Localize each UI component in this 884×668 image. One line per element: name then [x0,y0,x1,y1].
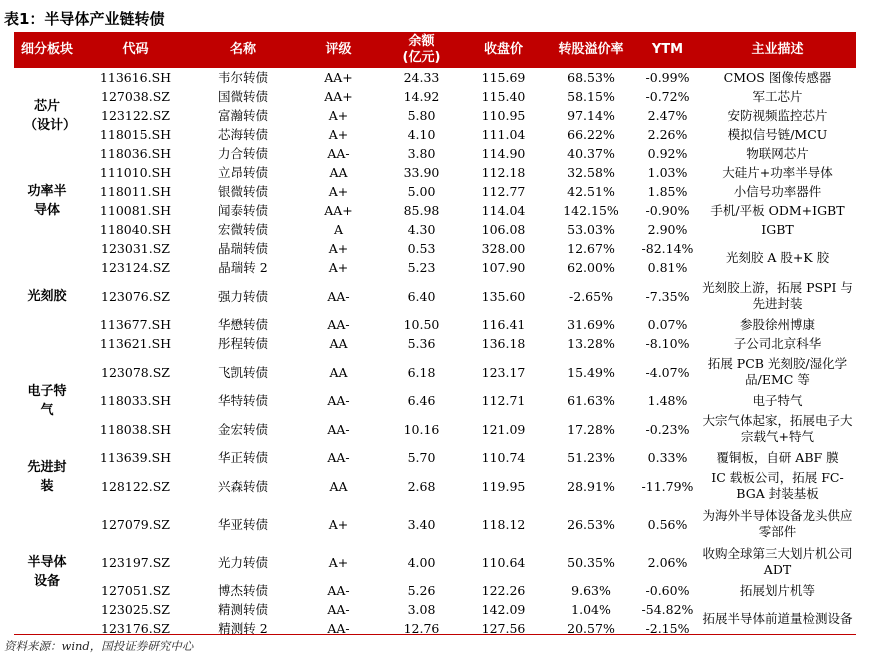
col-close: 收盘价 [461,32,546,68]
table-row [14,68,856,87]
bond-name: 华亚转债 [217,516,268,532]
bond-balance: 14.92 [403,89,440,104]
bond-name: 韦尔转债 [217,70,268,85]
bond-name: 华正转债 [217,450,268,465]
bond-name: 博杰转债 [217,583,268,598]
business-description: 拓展 PCB 光刻胶/湿化学品/EMC 等 [707,356,848,387]
bond-name: 兴森转债 [217,478,268,494]
bond-close: 106.08 [481,222,526,237]
segment-cell: 芯片（设计） [24,98,77,133]
bond-name: 强力转债 [217,288,268,304]
conversion-premium: 62.00% [567,260,615,275]
business-description: 大宗气体起家，拓展电子大宗载气+特气 [702,413,853,444]
bond-name: 国微转债 [217,89,268,104]
bond-rating: A+ [328,127,349,142]
bond-rating: AA+ [324,203,353,218]
bond-close: 111.04 [481,127,526,142]
bond-balance: 5.80 [407,108,436,123]
bond-name: 立昂转债 [217,165,268,180]
bond-name: 银微转债 [217,184,268,199]
bond-close: 328.00 [481,241,526,256]
bottom-rule [14,634,856,635]
segment-cell: 半导体设备 [27,554,67,589]
conversion-premium: -2.65% [569,288,613,304]
bond-balance: 10.50 [403,317,440,332]
conversion-premium: 61.63% [567,393,615,408]
business-description: 覆铜板，自研 ABF 膜 [716,449,839,465]
bond-balance: 6.40 [407,288,436,304]
conversion-premium: 9.63% [571,583,611,598]
bond-close: 119.95 [481,478,526,494]
bond-close: 136.18 [481,336,526,351]
col-balance: 余额 (亿元) [382,32,461,68]
business-description: 拓展半导体前道量检测设备 [702,611,853,626]
bond-rating: A+ [328,108,349,123]
conversion-premium: 50.35% [567,554,615,570]
conversion-premium: 97.14% [567,108,615,123]
bond-code: 110081.SH [99,203,172,218]
col-rating: 评级 [295,32,382,68]
bond-code: 123078.SZ [101,364,170,380]
bond-rating: AA- [327,621,350,636]
col-premium: 转股溢价率 [546,32,636,68]
business-description: 电子特气 [752,392,803,408]
bond-name: 富瀚转债 [217,108,268,123]
bond-name: 芯海转债 [217,127,268,142]
business-description: 大硅片+功率半导体 [722,164,833,180]
segment-cell: 功率半导体 [27,184,67,218]
table-row [14,239,856,258]
bond-name: 华懋转债 [217,317,268,332]
source-note: 资料来源：wind，国投证券研究中心 [4,639,194,653]
business-description: 小信号功率器件 [733,183,822,199]
conversion-premium: 17.28% [567,421,615,437]
bond-ytm: 1.03% [647,165,688,180]
bond-ytm: 0.92% [647,146,688,161]
bond-balance: 5.36 [407,336,436,351]
conversion-premium: 32.58% [567,165,615,180]
bond-rating: AA- [327,602,350,617]
table-row [14,353,856,391]
bond-code: 128122.SZ [101,478,170,494]
bond-code: 113621.SH [99,336,172,351]
bond-code: 123122.SZ [101,108,170,123]
bond-close: 135.60 [481,288,526,304]
business-description: 为海外半导体设备龙头供应零部件 [702,508,853,539]
business-description: 安防视频监控芯片 [727,107,828,123]
bond-code: 123176.SZ [101,621,170,636]
bond-rating: AA- [327,146,350,161]
bond-close: 107.90 [481,260,526,275]
bond-close: 127.56 [481,621,526,636]
business-description: 拓展划片机等 [739,582,815,598]
table-row [14,144,856,163]
bond-close: 110.74 [481,450,526,465]
bond-code: 113616.SH [99,70,172,85]
bond-ytm: -0.60% [645,583,690,598]
bond-code: 118033.SH [99,393,172,408]
header-row [14,32,856,68]
table-row [14,467,856,505]
conversion-premium: 26.53% [567,516,615,532]
col-ytm: YTM [636,32,699,68]
table-row [14,87,856,106]
col-name: 名称 [191,32,295,68]
bond-ytm: -2.15% [645,621,690,636]
conversion-premium: 12.67% [567,241,615,256]
bond-rating: A+ [328,260,349,275]
bond-close: 112.71 [481,393,526,408]
business-description: 模拟信号链/MCU [727,126,828,142]
table-row [14,201,856,220]
bond-ytm: -82.14% [641,241,694,256]
bond-name: 华特转债 [217,393,268,408]
bond-rating: A+ [328,516,349,532]
bond-balance: 4.10 [407,127,436,142]
bond-ytm: -0.72% [645,89,690,104]
bond-close: 123.17 [481,364,526,380]
bond-rating: A+ [328,184,349,199]
bond-balance: 24.33 [403,70,440,85]
conversion-premium: 42.51% [567,184,615,199]
bond-name: 晶瑞转 2 [218,260,268,275]
bond-balance: 12.76 [403,621,440,636]
bond-ytm: -11.79% [641,478,694,494]
bond-rating: A+ [328,554,349,570]
table-row [14,334,856,353]
bond-ytm: 0.33% [647,450,688,465]
conversion-premium: 68.53% [567,70,615,85]
bond-name: 金宏转债 [217,421,268,437]
bond-name: 精测转债 [217,602,268,617]
bond-ytm: -7.35% [645,288,690,304]
bond-balance: 5.70 [407,450,436,465]
bond-close: 121.09 [481,421,526,437]
bond-ytm: -8.10% [645,336,690,351]
conversion-premium: 13.28% [567,336,615,351]
business-description: CMOS 图像传感器 [723,69,832,85]
bond-code: 118015.SH [99,127,172,142]
table-row [14,315,856,334]
bond-close: 118.12 [481,516,526,532]
table-row [14,106,856,125]
bond-balance: 10.16 [403,421,440,437]
bond-ytm: -0.90% [645,203,690,218]
bond-ytm: -54.82% [641,602,694,617]
bond-ytm: -0.99% [645,70,690,85]
bond-balance: 6.46 [407,393,436,408]
bond-ytm: 0.81% [647,260,688,275]
table-row [14,410,856,448]
bond-code: 127079.SZ [101,516,170,532]
bond-name: 飞凯转债 [217,364,268,380]
bond-balance: 5.23 [407,260,436,275]
conversion-premium: 15.49% [567,364,615,380]
bond-close: 115.40 [481,89,526,104]
conversion-premium: 66.22% [567,127,615,142]
segment-cell: 先进封装 [27,459,67,494]
bond-ytm: -0.23% [645,421,690,437]
conversion-premium: 20.57% [567,621,615,636]
bond-name: 力合转债 [217,146,268,161]
bond-rating: AA [329,478,348,494]
bond-close: 112.18 [481,165,526,180]
business-description: 光刻胶 A 股+K 胶 [725,250,830,265]
bond-rating: AA- [327,450,350,465]
bond-close: 112.77 [481,184,526,199]
bond-close: 116.41 [481,317,526,332]
bond-name: 晶瑞转债 [217,241,268,256]
business-description: 军工芯片 [752,88,803,104]
conversion-premium: 51.23% [567,450,615,465]
business-description: 手机/平板 ODM+IGBT [710,202,845,218]
bond-name: 闻泰转债 [217,203,268,218]
bond-code: 118011.SH [99,184,172,199]
table-header [14,32,856,68]
business-description: 参股徐州博康 [739,316,815,332]
bond-rating: AA- [327,583,350,598]
bond-code: 118038.SH [99,421,172,437]
business-description: 子公司北京科华 [733,335,822,351]
bond-rating: AA- [327,421,350,437]
bond-ytm: 2.47% [647,108,688,123]
bond-balance: 4.00 [407,554,436,570]
conversion-premium: 53.03% [567,222,615,237]
bond-code: 111010.SH [99,165,172,180]
col-segment: 细分板块 [14,32,80,68]
bond-balance: 4.30 [407,222,436,237]
bond-rating: AA+ [324,70,353,85]
bond-ytm: 2.26% [647,127,688,142]
bond-close: 110.64 [481,554,526,570]
bond-balance: 3.40 [407,516,436,532]
bond-ytm: 0.07% [647,317,688,332]
business-description: 收购全球第三大划片机公司 ADT [702,546,853,577]
bond-balance: 3.08 [407,602,436,617]
table-body [14,68,856,638]
bond-code: 123197.SZ [101,554,170,570]
business-description: 物联网芯片 [746,145,809,161]
conversion-premium: 28.91% [567,478,615,494]
bond-close: 110.95 [481,108,526,123]
segment-cell: 电子特气 [27,383,67,418]
bond-rating: A [333,222,344,237]
table-row [14,543,856,581]
business-description: 光刻胶上游，拓展 PSPI 与先进封装 [702,280,853,311]
conversion-premium: 31.69% [567,317,615,332]
conversion-premium: 40.37% [567,146,615,161]
bond-code: 113677.SH [99,317,172,332]
bond-rating: AA [329,336,348,351]
bond-rating: AA- [327,317,350,332]
bond-name: 宏微转债 [217,222,268,237]
bond-name: 精测转 2 [218,621,268,636]
bond-rating: AA- [327,393,350,408]
bond-code: 123124.SZ [101,260,170,275]
bond-balance: 6.18 [407,364,436,380]
bond-ytm: 2.06% [647,554,688,570]
business-description: IGBT [761,221,794,237]
conversion-premium: 142.15% [563,203,619,218]
bond-rating: AA+ [324,89,353,104]
table-row [14,600,856,619]
bond-balance: 33.90 [403,165,440,180]
bond-rating: AA- [327,288,350,304]
bond-rating: AA [329,165,348,180]
bond-rating: AA [329,364,348,380]
bond-ytm: 0.56% [647,516,688,532]
bond-balance: 85.98 [403,203,440,218]
table-row [14,505,856,543]
bond-balance: 5.26 [407,583,436,598]
col-description: 主业描述 [699,32,856,68]
table-row [14,277,856,315]
bond-ytm: 1.48% [647,393,688,408]
bond-code: 127038.SZ [101,89,170,104]
conversion-premium: 58.15% [567,89,615,104]
table-row [14,163,856,182]
table-row [14,220,856,239]
segment-cell: 光刻胶 [27,288,67,304]
bond-code: 127051.SZ [101,583,170,598]
col-code: 代码 [80,32,191,68]
bond-code: 113639.SH [99,450,172,465]
bond-name: 光力转债 [217,554,268,570]
bond-code: 123076.SZ [101,288,170,304]
table-row [14,182,856,201]
bond-balance: 3.80 [407,146,436,161]
bond-code: 118040.SH [99,222,172,237]
table-row [14,581,856,600]
bond-code: 118036.SH [99,146,172,161]
bond-close: 114.90 [481,146,526,161]
bond-balance: 2.68 [407,478,436,494]
table-row [14,448,856,467]
table-title: 表1：半导体产业链转债 [4,10,165,28]
bond-ytm: -4.07% [645,364,690,380]
conversion-premium: 1.04% [571,602,611,617]
business-description: IC 载板公司，拓展 FC-BGA 封装基板 [711,470,844,501]
bond-ytm: 1.85% [647,184,688,199]
bond-rating: A+ [328,241,349,256]
bond-close: 122.26 [481,583,526,598]
bond-close: 114.04 [481,203,526,218]
bond-close: 142.09 [481,602,526,617]
bond-close: 115.69 [481,70,526,85]
table-row [14,125,856,144]
bond-balance: 0.53 [407,241,436,256]
bond-code: 123025.SZ [101,602,170,617]
bond-code: 123031.SZ [101,241,170,256]
convertible-bond-table [14,32,856,638]
table-row [14,391,856,410]
bond-ytm: 2.90% [647,222,688,237]
bond-name: 彤程转债 [217,336,268,351]
bond-balance: 5.00 [407,184,436,199]
